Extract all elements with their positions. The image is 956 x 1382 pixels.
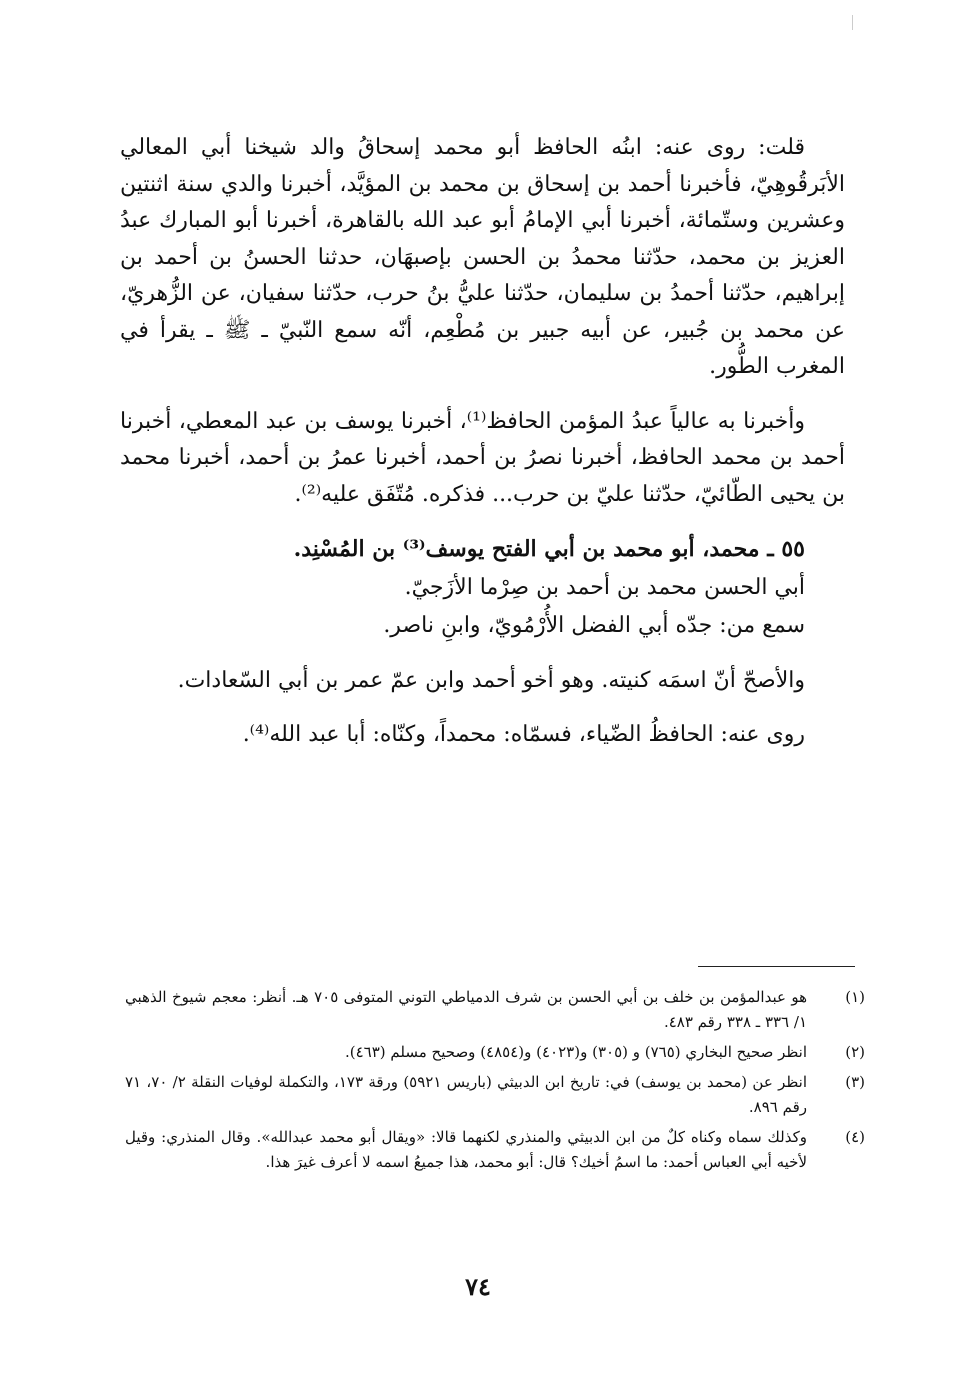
footnote-number: (١): [845, 988, 865, 1006]
biography-teachers: سمع من: جدّه أبي الفضل الأُرْمُويّ، وابنِ ناصر.: [383, 613, 805, 638]
footnote: [125, 1040, 865, 1065]
paragraph-4: روى عنه: الحافظُ الضّياء، فسمّاه: محمداً، وكنّاه: أبا عبد الله⁽⁴⁾.: [242, 722, 805, 747]
footnote-number: (٣): [845, 1073, 865, 1091]
footnotes: [125, 985, 865, 1180]
footnote-text: وكذلك سماه وكناه كلٌ من ابن الدبيثي والمنذري لكنهما قالا: «ويقال أبو محمد عبدالله». وقال المنذري: وقيل لأخيه أبي العباس أحمد: ما اسمُ أخيك؟ قال: أبو محمد، هذا جميعُ اسمه لا أعرف غيرَ هذا.: [125, 1128, 807, 1171]
footnote-number: (٢): [845, 1043, 865, 1061]
footnote-number: (٤): [845, 1128, 865, 1146]
paragraph-2: وأخبرنا به عالياً عبدُ المؤمن الحافظ⁽¹⁾، أخبرنا يوسف بن عبد المعطي، أخبرنا أحمد بن محمد الحافظ، أخبرنا نصرُ بن أحمد، أخبرنا عمرُ بن أحمد، أخبرنا محمد بن يحيى الطّائيّ، حدّثنا عليّ بن حرب... فذكره. مُتّفَق عليه⁽²⁾.: [120, 408, 845, 507]
paragraph-3: والأصحّ أنّ اسمَه كنيته. وهو أخو أحمد وابن عمّ عمر بن أبي السّعادات.: [177, 667, 805, 693]
footnote: [125, 985, 865, 1035]
footnote-text: انظر عن (محمد بن يوسف) في: تاريخ ابن الدبيثي (باريس ٥٩٢١) ورقة ١٧٣، والتكملة لوفيات النقلة ٢/ ٧٠، ٧١ رقم ٨٩٦.: [125, 1073, 808, 1116]
page-number: ٧٤: [465, 1272, 491, 1301]
scan-mark: [852, 15, 853, 30]
paragraph-1: قلت: روى عنه: ابنُه الحافظ أبو محمد إسحاقُ والد شيخنا أبي المعالي الأبَرقُوهِيّ، فأخبرنا أحمد بن إسحاق بن محمد بن المؤيَّد، أخبرنا والدي سنة اثنتين وعشرين وستّمائة، أخبرنا أبي الإمامُ أبو عبد الله بالقاهرة، أخبرنا أبو المبارك عبدُ العزيز بن محمد، حدّثنا محمدُ بن الحسن بإصبهَان، حدثنا الحسنُ بن أحمد بن إبراهيم، حدّثنا أحمدُ بن سليمان، حدّثنا عليُّ بنُ حرب، حدّثنا سفيان، عن الزُّهريّ، عن محمد بن جُبير، عن أبيه جبير بن مُطْعِم، أنّه سمع النّبيّ ـ ﷺ ـ يقرأ في المغرب الطُّور.: [120, 135, 845, 379]
biography-heading: ٥٥ ـ محمد، أبو محمد بن أبي الفتح يوسف⁽³⁾ بن المُسْنِد.: [293, 536, 805, 562]
footnote: [125, 1070, 865, 1120]
main-text: [120, 130, 845, 772]
footnote: [125, 1125, 865, 1175]
footnote-text: انظر صحيح البخاري (٧٦٥) و (٣٠٥) و(٤٠٢٣) و(٤٨٥٤) وصحيح مسلم (٤٦٣).: [345, 1043, 807, 1061]
footnote-text: هو عبدالمؤمن بن خلف بن أبي الحسن بن شرف الدمياطي التوني المتوفى ٧٠٥ هـ. أنظر: معجم شيوخ الذهبي ١/ ٣٣٦ ـ ٣٣٨ رقم ٤٨٣.: [125, 988, 807, 1031]
footnote-separator: [698, 966, 855, 967]
biography-lineage: أبي الحسن محمد بن أحمد بن صِرْما الأزَجيّ.: [404, 574, 805, 600]
